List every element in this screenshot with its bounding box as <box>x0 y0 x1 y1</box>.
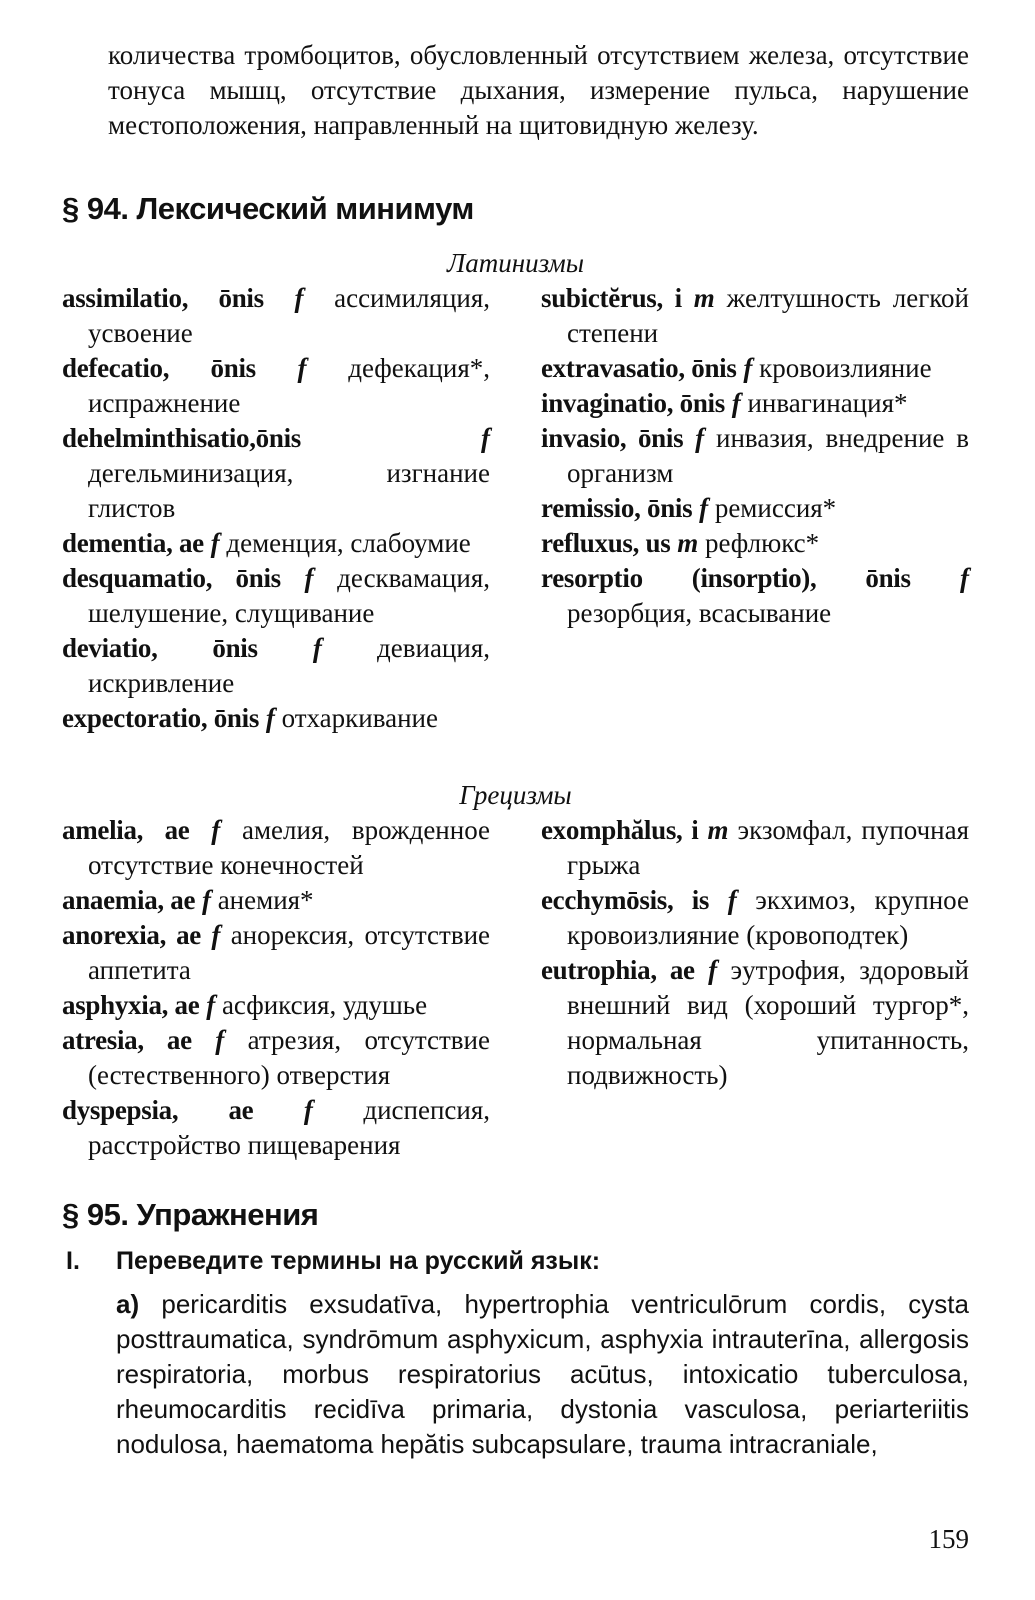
entry-gender: f <box>215 1025 225 1055</box>
entry-term: anorexia, ae <box>62 920 201 950</box>
entry-definition: амелия, врожденное отсутствие конечностей <box>88 815 491 880</box>
entry-definition: атрезия, отсутствие (естественного) отверстия <box>88 1025 490 1090</box>
latinisms-right-column <box>541 281 969 736</box>
entry-definition: кровоизлияние <box>759 353 932 383</box>
entry-term: ecchymōsis, is <box>541 885 710 915</box>
latinisms-columns <box>62 281 969 736</box>
entry-gender: f <box>743 353 753 383</box>
entry-gender: f <box>211 920 221 950</box>
entry-gender: f <box>303 1095 313 1125</box>
entry-term: invaginatio, ōnis <box>541 388 725 418</box>
entry-gender: m <box>693 283 715 313</box>
entry-gender: m <box>677 528 699 558</box>
entry-term: dyspepsia, ae <box>62 1095 254 1125</box>
entry-definition: инвазия, внедрение в организм <box>567 423 970 488</box>
entry-definition: анемия* <box>217 885 314 915</box>
entry-definition: дегельминизация, изгнание глистов <box>88 458 490 523</box>
entry-definition: эутрофия, здоровый внешний вид (хороший тургор*, нормальная упитанность, подвижность) <box>567 955 970 1090</box>
entry-gender: f <box>699 493 709 523</box>
dictionary-entry <box>541 883 969 953</box>
dictionary-entry <box>541 491 969 526</box>
dictionary-entry <box>62 1023 490 1093</box>
dictionary-entry <box>541 953 969 1093</box>
entry-gender: f <box>206 990 216 1020</box>
latinisms-left-column <box>62 281 490 736</box>
entry-gender: f <box>294 283 304 313</box>
dictionary-entry <box>62 918 490 988</box>
entry-gender: f <box>304 563 314 593</box>
entry-term: subictĕrus, i <box>541 283 682 313</box>
entry-gender: f <box>481 423 490 453</box>
entry-term: resorptio (insorptio), ōnis <box>541 563 911 593</box>
entry-definition: экхимоз, крупное кровоизлияние (кровоподтек) <box>567 885 969 950</box>
entry-definition: диспепсия, расстройство пищеварения <box>88 1095 490 1160</box>
dictionary-entry <box>541 281 969 351</box>
dictionary-entry <box>62 988 490 1023</box>
entry-definition: инвагинация* <box>747 388 908 418</box>
entry-gender: f <box>708 955 718 985</box>
entry-gender: f <box>211 815 221 845</box>
entry-term: extravasatio, ōnis <box>541 353 737 383</box>
section-95-title: § 95. Упражнения <box>62 1197 319 1232</box>
exercise-text <box>116 1287 969 1462</box>
entry-definition: резорбция, всасывание <box>567 598 832 628</box>
entry-term: dehelminthisatio,ōnis <box>62 423 301 453</box>
dictionary-entry <box>541 561 969 631</box>
entry-term: invasio, ōnis <box>541 423 684 453</box>
entry-definition: отхаркивание <box>281 703 438 733</box>
dictionary-entry <box>541 813 969 883</box>
entry-definition: деменция, слабоумие <box>226 528 471 558</box>
entry-definition: рефлюкс* <box>704 528 820 558</box>
dictionary-entry <box>62 351 490 421</box>
dictionary-entry <box>62 631 490 701</box>
latinisms-heading: Латинизмы <box>446 248 585 278</box>
entry-gender: f <box>265 703 275 733</box>
dictionary-entry <box>541 421 969 491</box>
entry-gender: f <box>727 885 737 915</box>
exercise-item-terms: pericarditis exsudatīva, hypertrophia ventriculōrum cordis, cysta posttraumatica, syndrōmum asphyxicum, asphyxia intrauterīna, allergosis respiratoria, morbus respiratorius acūtus, intoxicatio tuberculosa, rheumocarditis recidīva primaria, dystonia vasculosa, periarteriitis nodulosa, haematoma hepătis subcapsulare, trauma intracraniale, <box>116 1289 969 1459</box>
entry-term: anaemia, ae <box>62 885 196 915</box>
grecisms-heading: Грецизмы <box>459 780 572 810</box>
entry-term: remissio, ōnis <box>541 493 693 523</box>
exercise-instruction: Переведите термины на русский язык: <box>116 1247 601 1275</box>
dictionary-entry <box>62 526 490 561</box>
entry-definition: экзомфал, пупочная грыжа <box>567 815 970 880</box>
entry-definition: асфиксия, удушье <box>221 990 428 1020</box>
exercise-item-label: а) <box>116 1289 140 1319</box>
entry-gender: f <box>960 563 969 593</box>
dictionary-entry <box>62 561 490 631</box>
entry-definition: ассимиляция, усвоение <box>88 283 491 348</box>
entry-term: defecatio, ōnis <box>62 353 256 383</box>
section-94-title: § 94. Лексический минимум <box>62 191 474 226</box>
entry-definition: десквамация, шелушение, слущивание <box>88 563 490 628</box>
entry-gender: f <box>210 528 220 558</box>
entry-term: asphyxia, ae <box>62 990 200 1020</box>
entry-definition: девиация, искривление <box>88 633 491 698</box>
entry-term: desquamatio, ōnis <box>62 563 281 593</box>
entry-term: expectoratio, ōnis <box>62 703 260 733</box>
entry-term: refluxus, us <box>541 528 671 558</box>
entry-term: atresia, ae <box>62 1025 192 1055</box>
entry-term: dementia, ae <box>62 528 204 558</box>
entry-definition: анорексия, отсутствие аппетита <box>88 920 491 985</box>
dictionary-entry <box>62 421 490 526</box>
dictionary-entry <box>62 813 490 883</box>
intro-paragraph: количества тромбоцитов, обусловленный отсутствием железа, отсутствие тонуса мышц, отсутствие дыхания, измерение пульса, нарушение местоположения, направленный на щитовидную железу. <box>108 40 969 140</box>
grecisms-columns <box>62 813 969 1163</box>
entry-gender: m <box>707 815 729 845</box>
entry-definition: дефекация*, испражнение <box>88 353 490 418</box>
page-number: 159 <box>928 1524 969 1554</box>
entry-term: amelia, ae <box>62 815 190 845</box>
entry-gender: f <box>201 885 211 915</box>
dictionary-entry <box>541 386 969 421</box>
entry-term: eutrophia, ae <box>541 955 695 985</box>
exercise-heading <box>66 1244 969 1279</box>
dictionary-entry <box>541 351 969 386</box>
entry-gender: f <box>731 388 741 418</box>
entry-definition: ремиссия* <box>714 493 837 523</box>
exercise-number: I. <box>66 1247 80 1275</box>
dictionary-entry <box>62 281 490 351</box>
entry-definition: желтушность легкой степени <box>567 283 969 348</box>
entry-term: assimilatio, ōnis <box>62 283 264 313</box>
entry-gender: f <box>695 423 705 453</box>
dictionary-entry <box>62 883 490 918</box>
entry-term: deviatio, ōnis <box>62 633 258 663</box>
dictionary-entry <box>62 1093 490 1163</box>
entry-gender: f <box>297 353 307 383</box>
grecisms-left-column <box>62 813 490 1163</box>
grecisms-right-column <box>541 813 969 1163</box>
entry-term: exomphălus, i <box>541 815 699 845</box>
entry-gender: f <box>312 633 322 663</box>
dictionary-entry <box>541 526 969 561</box>
dictionary-entry <box>62 701 490 736</box>
